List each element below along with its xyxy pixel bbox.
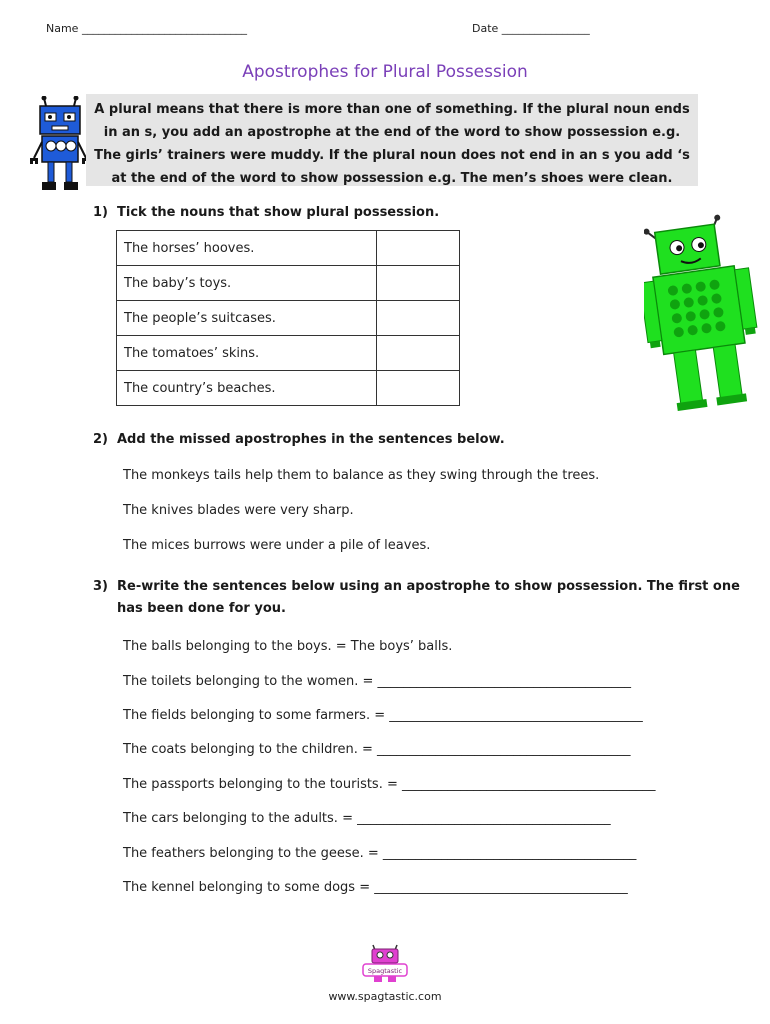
question-text-cont: has been done for you. [117,601,286,616]
noun-cell: The tomatoes’ skins. [117,336,377,371]
q2-sentence: The mices burrows were under a pile of leaves. [123,538,431,553]
table-row [117,266,460,301]
blue-robot-icon [28,96,92,196]
q3-example: The balls belonging to the boys. = The boys’ balls. [123,639,453,654]
question-number: 2) [93,432,108,447]
tick-table [116,230,460,406]
q3-sentence[interactable]: The feathers belonging to the geese. = _______________________________________ [123,846,637,861]
tick-box[interactable] [377,336,460,371]
name-field: Name ______________________________ [46,22,247,35]
question-2-heading [93,429,693,451]
q3-sentence[interactable]: The passports belonging to the tourists. = _______________________________________ [123,777,656,792]
question-1-heading [93,202,653,224]
green-robot-icon [644,210,770,416]
date-field: Date ________________ [472,22,590,35]
table-row [117,336,460,371]
q2-sentence: The monkeys tails help them to balance as they swing through the trees. [123,468,600,483]
tick-box[interactable] [377,266,460,301]
table-row [117,301,460,336]
noun-cell: The people’s suitcases. [117,301,377,336]
footer-url[interactable]: www.spagtastic.com [328,990,442,1003]
noun-cell: The horses’ hooves. [117,231,377,266]
q3-sentence[interactable]: The fields belonging to some farmers. = _______________________________________ [123,708,643,723]
question-3-heading [93,576,753,620]
tick-box[interactable] [377,231,460,266]
q3-sentence[interactable]: The cars belonging to the adults. = _______________________________________ [123,811,611,826]
spagtastic-logo-icon [360,944,410,984]
question-number: 3) [93,579,108,594]
logo-text: Spagtastic [367,967,403,975]
q3-sentence[interactable]: The toilets belonging to the women. = _______________________________________ [123,674,632,689]
table-row [117,231,460,266]
table-row [117,371,460,406]
noun-cell: The country’s beaches. [117,371,377,406]
intro-box [86,94,698,186]
q3-sentence[interactable]: The coats belonging to the children. = _______________________________________ [123,742,631,757]
question-text: Add the missed apostrophes in the sentences below. [117,432,505,447]
noun-cell: The baby’s toys. [117,266,377,301]
page-title: Apostrophes for Plural Possession [242,62,528,82]
intro-text: A plural means that there is more than one of something. If the plural noun ends in an s, you add an apostrophe at the end of the word to show possession e.g. The girls’ trainers were muddy. If the plural noun does not end in an s you add ‘s at the end of the word to show possession e.g. The men’s shoes were clean. [94,102,690,186]
tick-box[interactable] [377,301,460,336]
q2-sentence: The knives blades were very sharp. [123,503,354,518]
q3-sentence[interactable]: The kennel belonging to some dogs = _______________________________________ [123,880,628,895]
question-text: Re-write the sentences below using an apostrophe to show possession. The first one [117,579,740,594]
tick-box[interactable] [377,371,460,406]
question-text: Tick the nouns that show plural possession. [117,205,440,220]
question-number: 1) [93,205,108,220]
